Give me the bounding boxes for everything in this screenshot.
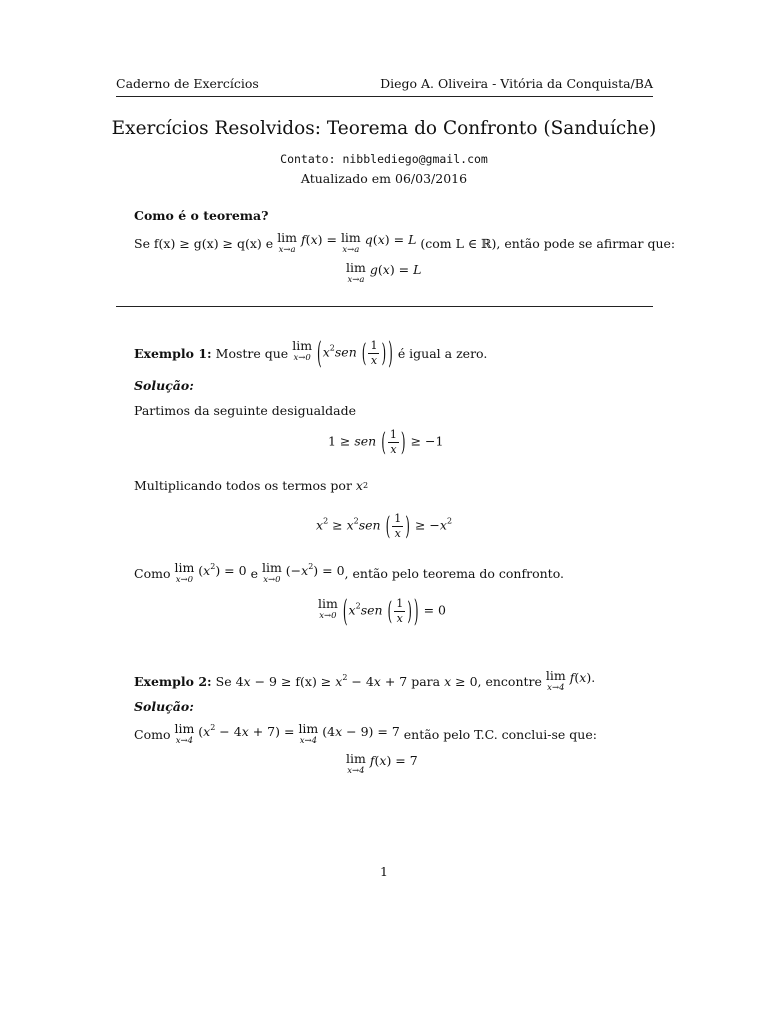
example2-step1: Como lim x→4 $(x^2 - 4x + 7)$ = lim x→4 (4x − 9) = 7 então pelo T.C. conclui-se que:	[134, 721, 597, 746]
contact-line: Contato: nibblediego@gmail.com	[280, 152, 488, 166]
example1-step2: Multiplicando todos os termos por x 2	[134, 478, 369, 493]
example2-prompt: Exemplo 2: Se $4x - 9 \ge f(x) \ge x^2 - 4x + 7$ para x ≥ 0 , encontre lim x→4 f(x).	[134, 668, 596, 693]
header-right: Diego A. Oliveira - Vitória da Conquista/BA	[380, 76, 653, 91]
page-number: 1	[380, 864, 388, 879]
example1-step3: Como lim x→0 $(x^2) = 0$ e lim x→0 $(-x^2) = 0$ , então pelo teorema do confronto.	[134, 560, 564, 585]
header-left: Caderno de Exercícios	[116, 76, 259, 91]
example1-step1: Partimos da seguinte desigualdade	[134, 403, 356, 418]
example1-prompt: Exemplo 1: Mostre que lim x→0 ($x^2sen$ ( $\frac{1}{x}$ ) ) é igual a zero.	[134, 335, 488, 371]
example1-inequality: 1 ≥ sen ( $\frac{1}{x}$ ) ≥ −1	[328, 427, 444, 457]
example2-result: lim x→4 f(x) = 7	[346, 751, 418, 776]
updated-date: Atualizado em 06/03/2016	[300, 171, 468, 186]
theorem-conclusion: lim x→a g(x) = L	[346, 260, 422, 285]
example1-multiplied: $x^2 \ge x^2sen$ ( $\frac{1}{x}$ ) ≥ $-x^2$	[316, 511, 453, 541]
theorem-heading: Como é o teorema?	[134, 208, 269, 223]
example1-solution-label: Solução:	[134, 378, 194, 393]
example2-solution-label: Solução:	[134, 699, 194, 714]
example1-result: lim x→0 ($x^2sen$ ( $\frac{1}{x}$ ) ) = 0	[318, 593, 446, 629]
section-divider	[116, 306, 653, 307]
page-title: Exercícios Resolvidos: Teorema do Confronto (Sanduíche)	[111, 118, 657, 139]
theorem-statement: Se f(x) ≥ g(x) ≥ q(x) e lim x→a f(x) = lim x→a q(x) = L (com L ∈ ℝ), então pode se afirmar que:	[134, 230, 676, 255]
header-rule	[116, 96, 653, 97]
